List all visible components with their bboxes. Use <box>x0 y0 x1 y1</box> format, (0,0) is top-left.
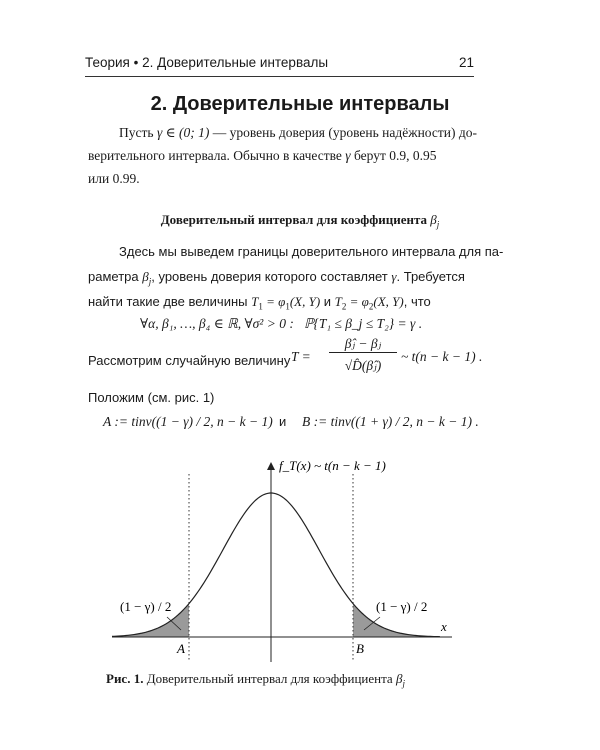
x-axis-label: x <box>441 619 447 634</box>
gamma-interval: γ ∈ (0; 1) <box>156 125 210 140</box>
y-axis-label: f_T(x) ~ t(n − k − 1) <box>279 458 386 473</box>
chapter-title: 2. Доверительные интервалы <box>150 93 450 115</box>
running-title: Теория • 2. Доверительные интервалы <box>85 55 329 70</box>
point-a-label: A <box>177 641 185 656</box>
intro-line-2: верительного интервала. Обычно в качестве γ берут 0.9, 0.95 <box>88 148 437 163</box>
and-word: и <box>279 414 287 429</box>
right-tail-label: (1 − γ) / 2 <box>376 599 428 614</box>
fraction-numerator: β̂ⱼ − βⱼ <box>329 336 397 353</box>
caption-label: Рис. 1. <box>106 671 144 686</box>
left-tail-label: (1 − γ) / 2 <box>120 599 172 614</box>
a-definition: A := tinv((1 − γ) / 2, n − k − 1) <box>103 414 273 429</box>
point-b-label: B <box>356 641 364 656</box>
density-curve <box>112 493 440 637</box>
b-definition: B := tinv((1 + γ) / 2, n − k − 1) . <box>302 414 479 429</box>
intro-line-3: или 0.99. <box>88 171 140 186</box>
subsection-title: Доверительный интервал для коэффициента $\beta_j$ <box>160 212 440 230</box>
body-line-2: раметра $\beta_j$, уровень доверия которого составляет γ. Требуется <box>88 269 465 287</box>
body-line-1: Здесь мы выведем границы доверительного интервала для па- <box>119 244 504 259</box>
intro-line-1: Пусть γ ∈ (0; 1) — уровень доверия (уровень надёжности) до- <box>119 125 477 140</box>
figure-caption: Рис. 1. Доверительный интервал для коэффициента $\beta_j$ <box>106 671 405 689</box>
consider-line: Рассмотрим случайную величину <box>88 353 291 368</box>
put-line: Положим (см. рис. 1) <box>88 390 215 405</box>
page-number: 21 <box>458 55 474 70</box>
body-line-3: найти такие две величины $T_1 = \varphi_1(X$, Y) и $T_2 = \varphi_2(X$, Y), что <box>88 294 431 312</box>
fraction-denominator: √D̂(β̂ⱼ) <box>344 358 382 373</box>
quantifier-formula: ∀α, β₁, …, β₄ ∈ ℝ, ∀σ² > 0 : ℙ{T₁ ≤ β_j ≤ T₂} = γ . <box>140 316 423 331</box>
